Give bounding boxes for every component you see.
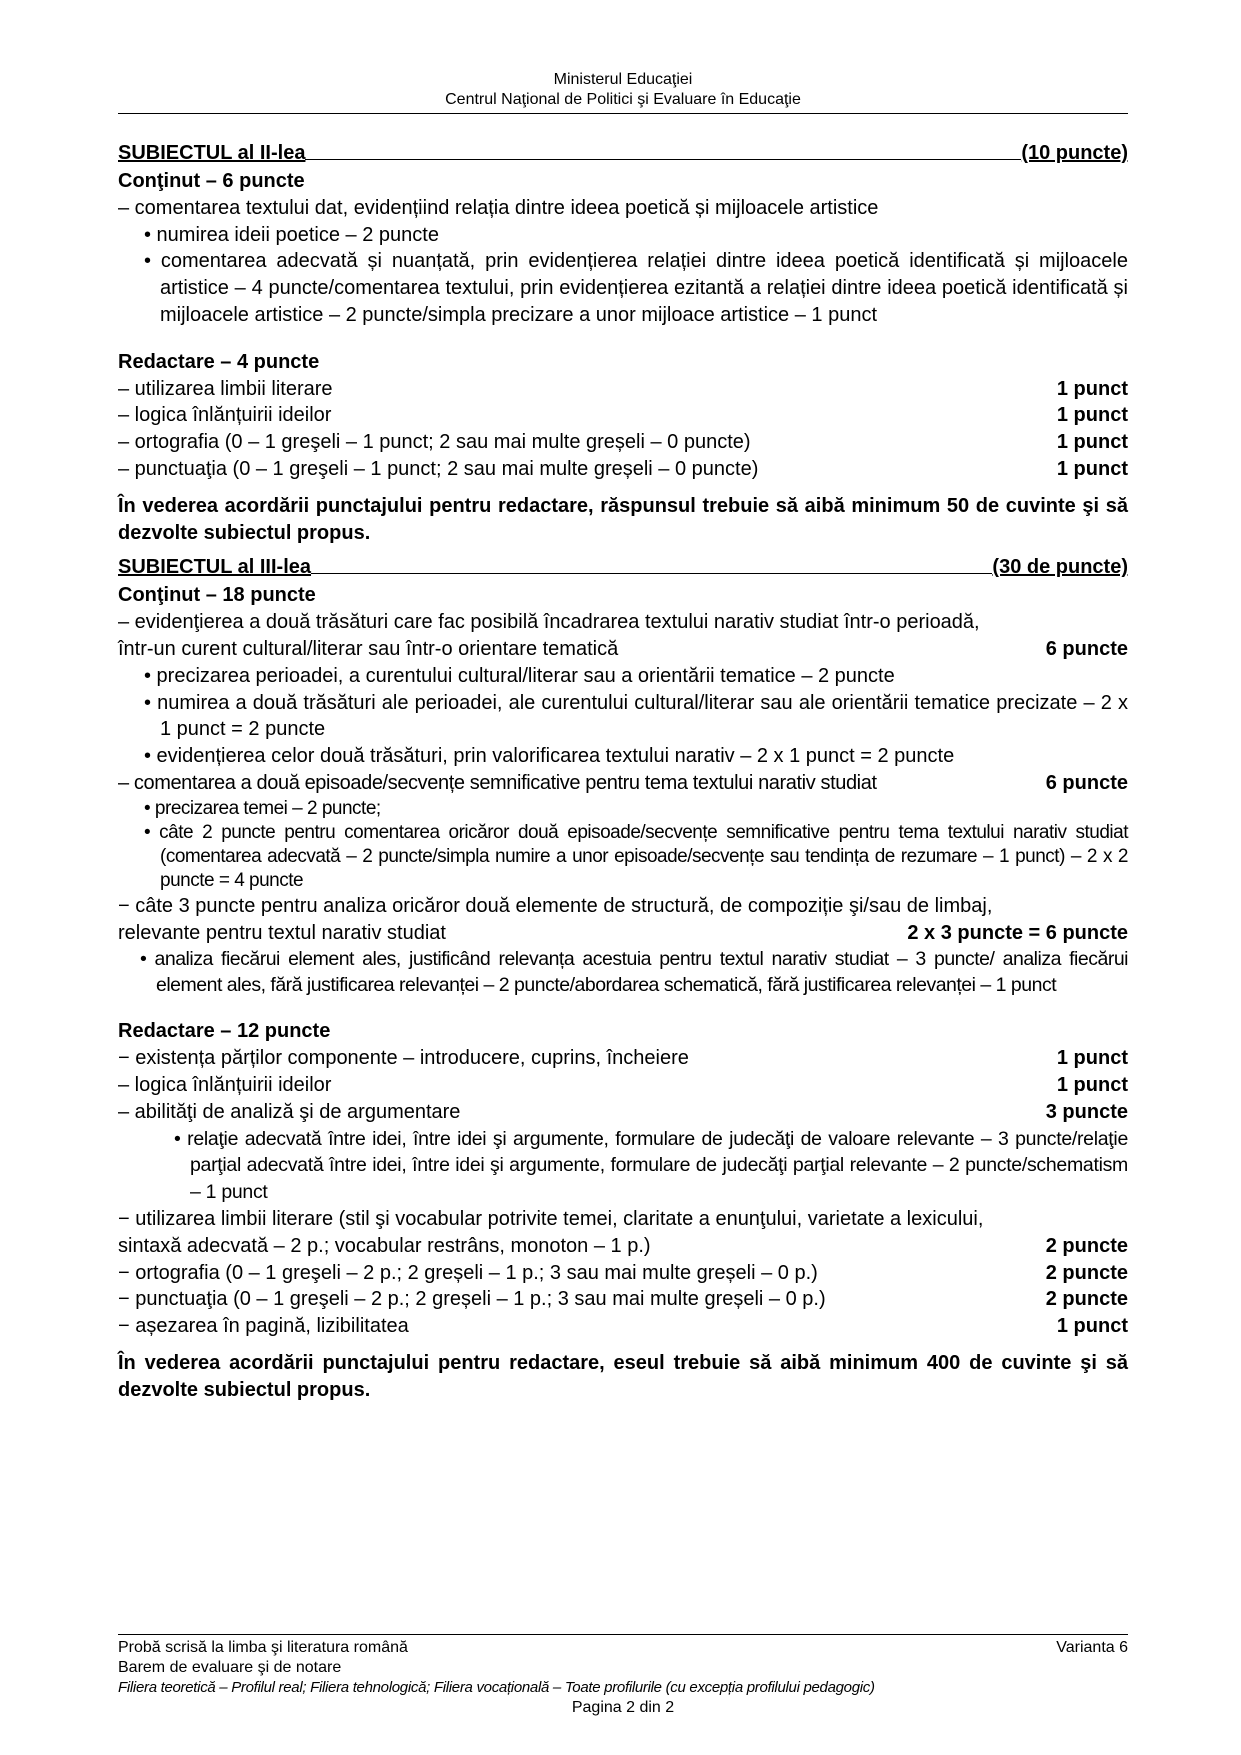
s3-red-pts: 1 punct [1056,1047,1128,1070]
s2-redactare-row [118,456,1128,483]
s3-red-lit-line1: − utilizarea limbii literare (stil şi vocabular potrivite temei, claritate a enunţului, varietate a lexicului, [118,1207,984,1230]
footer-filiera: Filiera teoretică – Profilul real; Filiera tehnologică; Filiera vocațională – Toate profilurile (cu excepția profilului pedagogic) [118,1679,875,1696]
document-body [118,142,1128,1403]
s3-item2-pts: 6 puncte [1045,771,1128,794]
section-2-title: SUBIECTUL al II-lea [118,142,306,164]
s3-red-row [118,1260,1128,1287]
s2-word-count-note: În vederea acordării punctajului pentru redactare, răspunsul trebuie să aibă minimum 50 de cuvinte şi să dezvolte subiectul propus. [118,494,1128,544]
s3-red-lit-pts: 2 puncte [1045,1234,1128,1257]
s3-item2-text: – comentarea a două episoade/secvențe semnificative pentru tema textului narativ studiat [118,771,877,794]
s3-red-text: – logica înlănțuirii ideilor [118,1073,332,1096]
s3-red-text: − așezarea în pagină, lizibilitatea [118,1315,409,1338]
s3-red-text: − existența părților componente – introducere, cuprins, încheiere [118,1047,689,1070]
footer-variant: Varianta 6 [1056,1639,1128,1656]
center-name: Centrul Naţional de Politici şi Evaluare în Educaţie [445,91,801,108]
section-2-title-row [118,142,1128,164]
header-divider [118,113,1128,114]
s3-red-lit-row [118,1233,1128,1260]
s3-item3-line1: − câte 3 puncte pentru analiza oricăror două elemente de structură, de compoziție şi/sau de limbaj, [118,894,993,917]
page-header [118,70,1128,110]
footer-divider [118,1634,1128,1635]
s3-item1-bullet: • numirea a două trăsături ale perioadei, ale curentului cultural/literar sau ale orientării tematice precizate – 2 x 1 punct = 2 puncte [144,691,1128,741]
s3-red-text: − ortografia (0 – 1 greşeli – 2 p.; 2 greșeli – 1 p.; 3 sau mai multe greșeli – 0 p.) [118,1261,818,1284]
s3-red-pts: 3 puncte [1045,1100,1128,1123]
s2-red-pts-0: 1 punct [1056,377,1128,400]
footer-exam: Probă scrisă la limba şi literatura română [118,1639,408,1656]
s3-item1-line2: într-un curent cultural/literar sau într-o orientare tematică [118,637,619,660]
s3-red-pts: 1 punct [1056,1073,1128,1096]
s3-item2-row [118,770,1128,797]
s3-item1-row [118,636,1128,663]
section-3-title: SUBIECTUL al III-lea [118,556,312,579]
s2-redactare-row [118,376,1128,403]
s3-item3-line2: relevante pentru textul narativ studiat [118,921,446,944]
s3-item3-bullet: • analiza fiecărui element ales, justificând relevanța acestuia pentru textul narativ studiat – 3 puncte/ analiza fiecărui element ales, fără justificarea relevanței – 2 puncte/abordarea schematică, fără justificarea relevanței – 1 punct [140,948,1128,997]
s2-redactare-row [118,429,1128,456]
s3-red-pts: 2 puncte [1045,1288,1128,1311]
s3-item1-line1: – evidenţierea a două trăsături care fac posibilă încadrarea textului narativ studiat într-o perioadă, [118,611,980,634]
s2-red-text-3: – punctuaţia (0 – 1 greşeli – 1 punct; 2 sau mai multe greșeli – 0 puncte) [118,457,759,480]
s2-redactare-row [118,402,1128,429]
s3-red-row [118,1072,1128,1099]
s3-item2-bullet: • precizarea temei – 2 puncte; [144,797,381,819]
s3-red-pts: 2 puncte [1045,1261,1128,1284]
s3-red-lit-line2: sintaxă adecvată – 2 p.; vocabular restrâns, monoton – 1 p.) [118,1234,651,1257]
s3-item1-bullet: • precizarea perioadei, a curentului cultural/literar sau a orientării tematice – 2 puncte [144,664,895,687]
s3-item2-bullet: • câte 2 puncte pentru comentarea oricăror două episoade/secvențe semnificative pentru tema textului narativ studiat (comentarea adecvată – 2 puncte/simpla numire a unor episoade/secvențe sau tendința de rezumare – 1 punct) – 2 x 2 puncte = 4 puncte [144,821,1128,891]
s2-red-text-1: – logica înlănțuirii ideilor [118,404,332,427]
s2-bullet-2: • comentarea adecvată și nuanțată, prin evidențierea relației dintre ideea poetică identificată și mijloacele artistice – 4 puncte/comentarea textului, prin evidențierea ezitantă a relației dintre ideea poetică identificată și mijloacele artistice – 2 puncte/simpla precizare a unor mijloace artistice – 1 punct [144,250,1128,326]
s3-red-row [118,1286,1128,1313]
s2-red-text-2: – ortografia (0 – 1 greşeli – 1 punct; 2 sau mai multe greșeli – 0 puncte) [118,431,751,454]
section-3-points: (30 de puncte) [992,556,1128,579]
page-footer [118,1638,1128,1718]
s2-content-heading: Conţinut – 6 puncte [118,170,305,192]
section-2-points: (10 puncte) [1021,142,1128,164]
ministry-name: Ministerul Educaţiei [553,71,693,88]
footer-barem: Barem de evaluare şi de notare [118,1659,342,1676]
s3-red-row [118,1099,1128,1126]
s2-red-pts-3: 1 punct [1056,457,1128,480]
s3-red-row [118,1045,1128,1072]
s2-redactare-heading: Redactare – 4 puncte [118,350,320,373]
s2-bullet-1: • numirea ideii poetice – 2 puncte [144,223,439,246]
s3-red-pts: 1 punct [1056,1315,1128,1338]
section-3-title-row [118,556,1128,578]
s3-item3-row [118,920,1128,947]
s3-item3-pts: 2 x 3 puncte = 6 puncte [907,921,1128,944]
s3-content-heading: Conţinut – 18 puncte [118,584,316,607]
s3-item1-pts: 6 puncte [1045,637,1128,660]
s2-red-pts-1: 1 punct [1056,404,1128,427]
s3-red-text: − punctuaţia (0 – 1 greşeli – 2 p.; 2 greșeli – 1 p.; 3 sau mai multe greșeli – 0 p.) [118,1288,826,1311]
s3-redactare-heading: Redactare – 12 puncte [118,1020,331,1043]
page-number: Pagina 2 din 2 [571,1699,675,1716]
s2-red-text-0: – utilizarea limbii literare [118,377,333,400]
s3-item1-bullet: • evidențierea celor două trăsături, prin valorificarea textului narativ – 2 x 1 punct = 2 puncte [144,745,955,768]
s3-red-bullet: • relaţie adecvată între idei, între idei şi argumente, formulare de judecăţi de valoare relevante – 3 puncte/relaţie parţial adecvată între idei, între idei şi argumente, formulare de judecăţi parţial relevante – 2 puncte/schematism – 1 punct [174,1127,1128,1204]
s3-word-count-note: În vederea acordării punctajului pentru redactare, eseul trebuie să aibă minimum 400 de cuvinte şi să dezvolte subiectul propus. [118,1351,1128,1401]
s3-red-row [118,1313,1128,1340]
s2-red-pts-2: 1 punct [1056,431,1128,454]
s2-content-intro: – comentarea textului dat, evidențiind relația dintre ideea poetică și mijloacele artistice [118,196,879,219]
s3-red-text: – abilităţi de analiză şi de argumentare [118,1100,461,1123]
